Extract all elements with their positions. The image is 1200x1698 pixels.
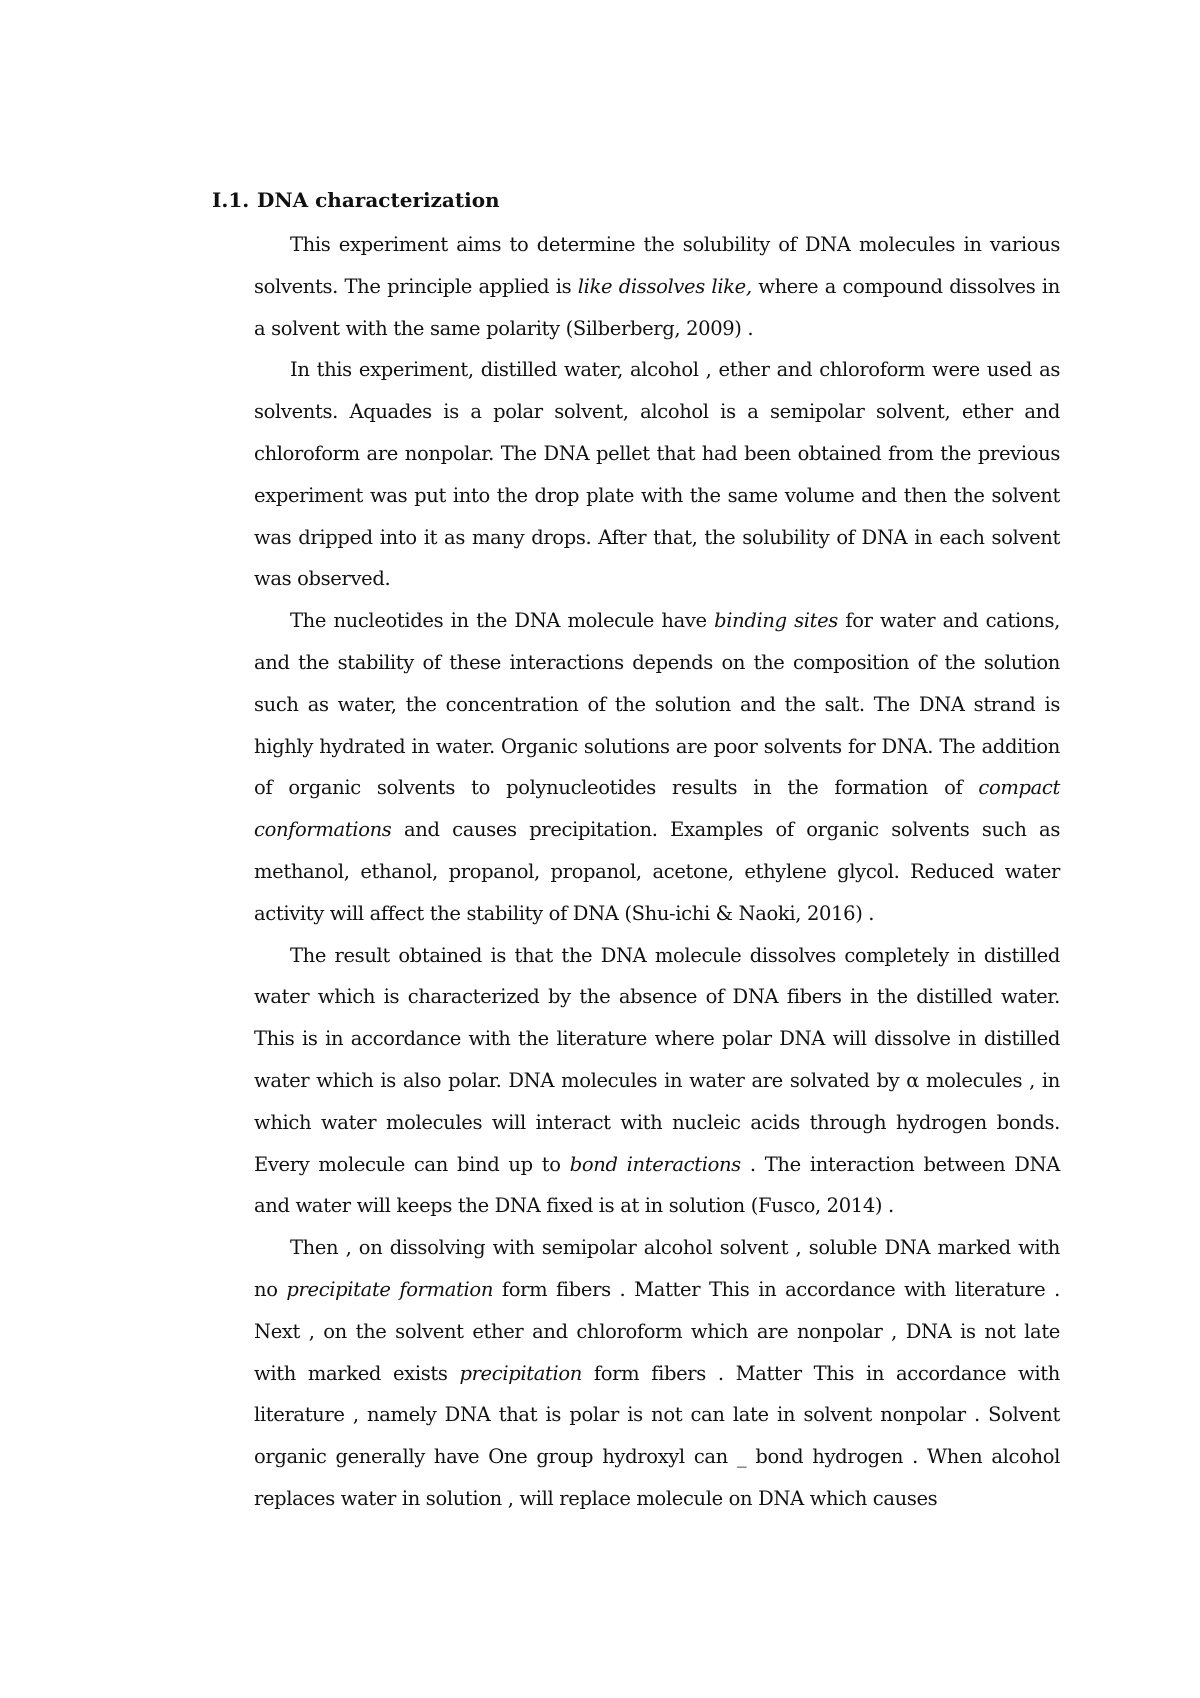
paragraph [254,349,1060,600]
text-run: . The interaction between DNA and water will keeps the DNA fixed is at in solution (Fusco, 2014) . [254,1152,1060,1218]
text-run: form fibers . Matter This in accordance with literature , namely DNA that is polar is not can late in solvent nonpolar . Solvent organic generally have One group hydroxyl can _ bond hydrogen . When alcohol replaces water in solution , will replace molecule on DNA which causes [254,1361,1061,1510]
italic-term: like dissolves like, [577,274,752,298]
italic-term: bond interactions [569,1152,741,1176]
text-run: form fibers . Matter This in accordance with literature . Next , on the solvent ether and chloroform which are nonpolar , DNA is not late with marked exists [254,1277,1060,1385]
section-title: DNA characterization [257,188,500,212]
paragraph [254,935,1060,1228]
text-run: The result obtained is that the DNA molecule dissolves completely in distilled water which is characterized by the absence of DNA fibers in the distilled water. This is in accordance with the literature where polar DNA will dissolve in distilled water which is also polar. DNA molecules in water are solvated by α molecules , in which water molecules will interact with nucleic acids through hydrogen bonds. Every molecule can bind up to [254,943,1060,1176]
paragraph [254,1227,1060,1520]
body-text [254,224,1060,1520]
text-run: for water and cations, and the stability of these interactions depends on the composition of the solution such as water, the concentration of the solution and the salt. The DNA strand is highly hydrated in water. Organic solutions are poor solvents for DNA. The addition of organic solvents to polynucleotides results in the formation of [254,609,1060,800]
paragraph [254,600,1060,934]
text-run: where a compound dissolves in a solvent with the same polarity (Silberberg, 2009) . [254,274,1060,340]
text-run: This experiment aims to determine the solubility of DNA molecules in various solvents. The principle applied is [254,233,1060,298]
section-number: I.1. [212,188,250,212]
text-run: The nucleotides in the DNA molecule have [290,609,715,633]
paragraph [254,224,1060,349]
italic-term: binding sites [714,609,838,633]
section-heading [212,186,500,214]
text-run: In this experiment, distilled water, alcohol , ether and chloroform were used as solvents. Aquades is a polar solvent, alcohol is a semipolar solvent, ether and chloroform are nonpolar. The DNA pellet that had been obtained from the previous experiment was put into the drop plate with the same volume and then the solvent was dripped into it as many drops. After that, the solubility of DNA in each solvent was observed. [254,358,1060,591]
text-run: and causes precipitation. Examples of organic solvents such as methanol, ethanol, propanol, propanol, acetone, ethylene glycol. Reduced water activity will affect the stability of DNA (Shu-ichi & Naoki, 2016) . [254,818,1060,925]
italic-term: compact conformations [254,776,1060,842]
italic-term: precipitation [459,1361,582,1385]
italic-term: precipitate formation [286,1277,494,1301]
text-run: Then , on dissolving with semipolar alcohol solvent , soluble DNA marked with no [254,1236,1060,1301]
